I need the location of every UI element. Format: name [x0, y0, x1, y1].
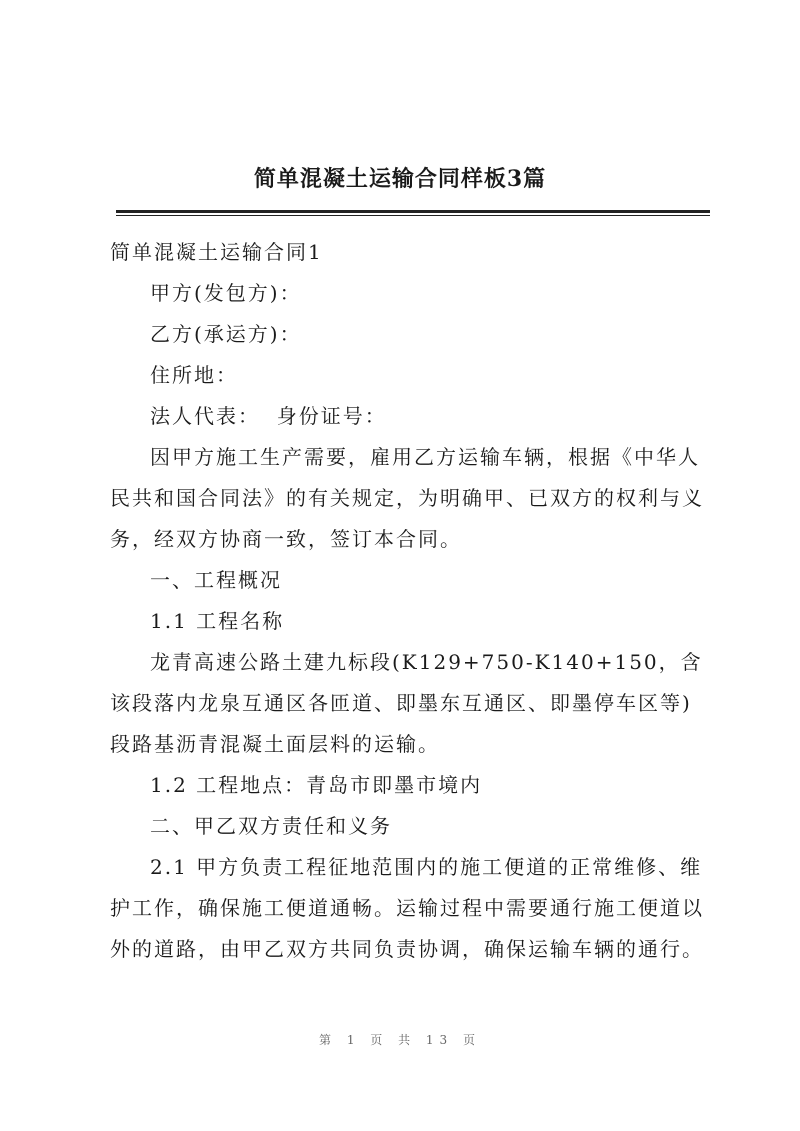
party-b-line: 乙方(承运方)： [150, 322, 302, 346]
document-title: 简单混凝土运输合同样板3篇 [253, 166, 547, 192]
clause-1-1-heading: 1.1 工程名称 [150, 609, 285, 633]
preamble-paragraph: 因甲方施工生产需要，雇用乙方运输车辆，根据《中华人民共和国合同法》的有关规定，为明确甲、已双方的权利与义务，经双方协商一致，签订本合同。 [110, 445, 704, 551]
page-number-footer: 第 1 页 共 13 页 [319, 1033, 481, 1047]
section-heading-2: 二、甲乙双方责任和义务 [150, 814, 392, 838]
section-heading-1: 一、工程概况 [150, 568, 282, 592]
clause-1-2-line: 1.2 工程地点：青岛市即墨市境内 [150, 773, 483, 797]
document-body [110, 232, 710, 970]
clause-2-1-paragraph: 2.1 甲方负责工程征地范围内的施工便道的正常维修、维护工作，确保施工便道通畅。运输过程中需要通行施工便道以外的道路，由甲乙双方共同负责协调，确保运输车辆的通行。 [110, 855, 704, 961]
title-divider [116, 210, 710, 213]
title-divider-thin [116, 215, 710, 216]
address-line: 住所地： [150, 363, 238, 387]
project-name-paragraph: 龙青高速公路土建九标段(K129+750-K140+150，含该段落内龙泉互通区各匝道、即墨东互通区、即墨停车区等)段路基沥青混凝土面层料的运输。 [110, 650, 703, 756]
contract-heading: 简单混凝土运输合同1 [110, 240, 323, 264]
legal-rep-line: 法人代表： 身份证号： [150, 404, 387, 428]
party-a-line: 甲方(发包方)： [150, 281, 302, 305]
